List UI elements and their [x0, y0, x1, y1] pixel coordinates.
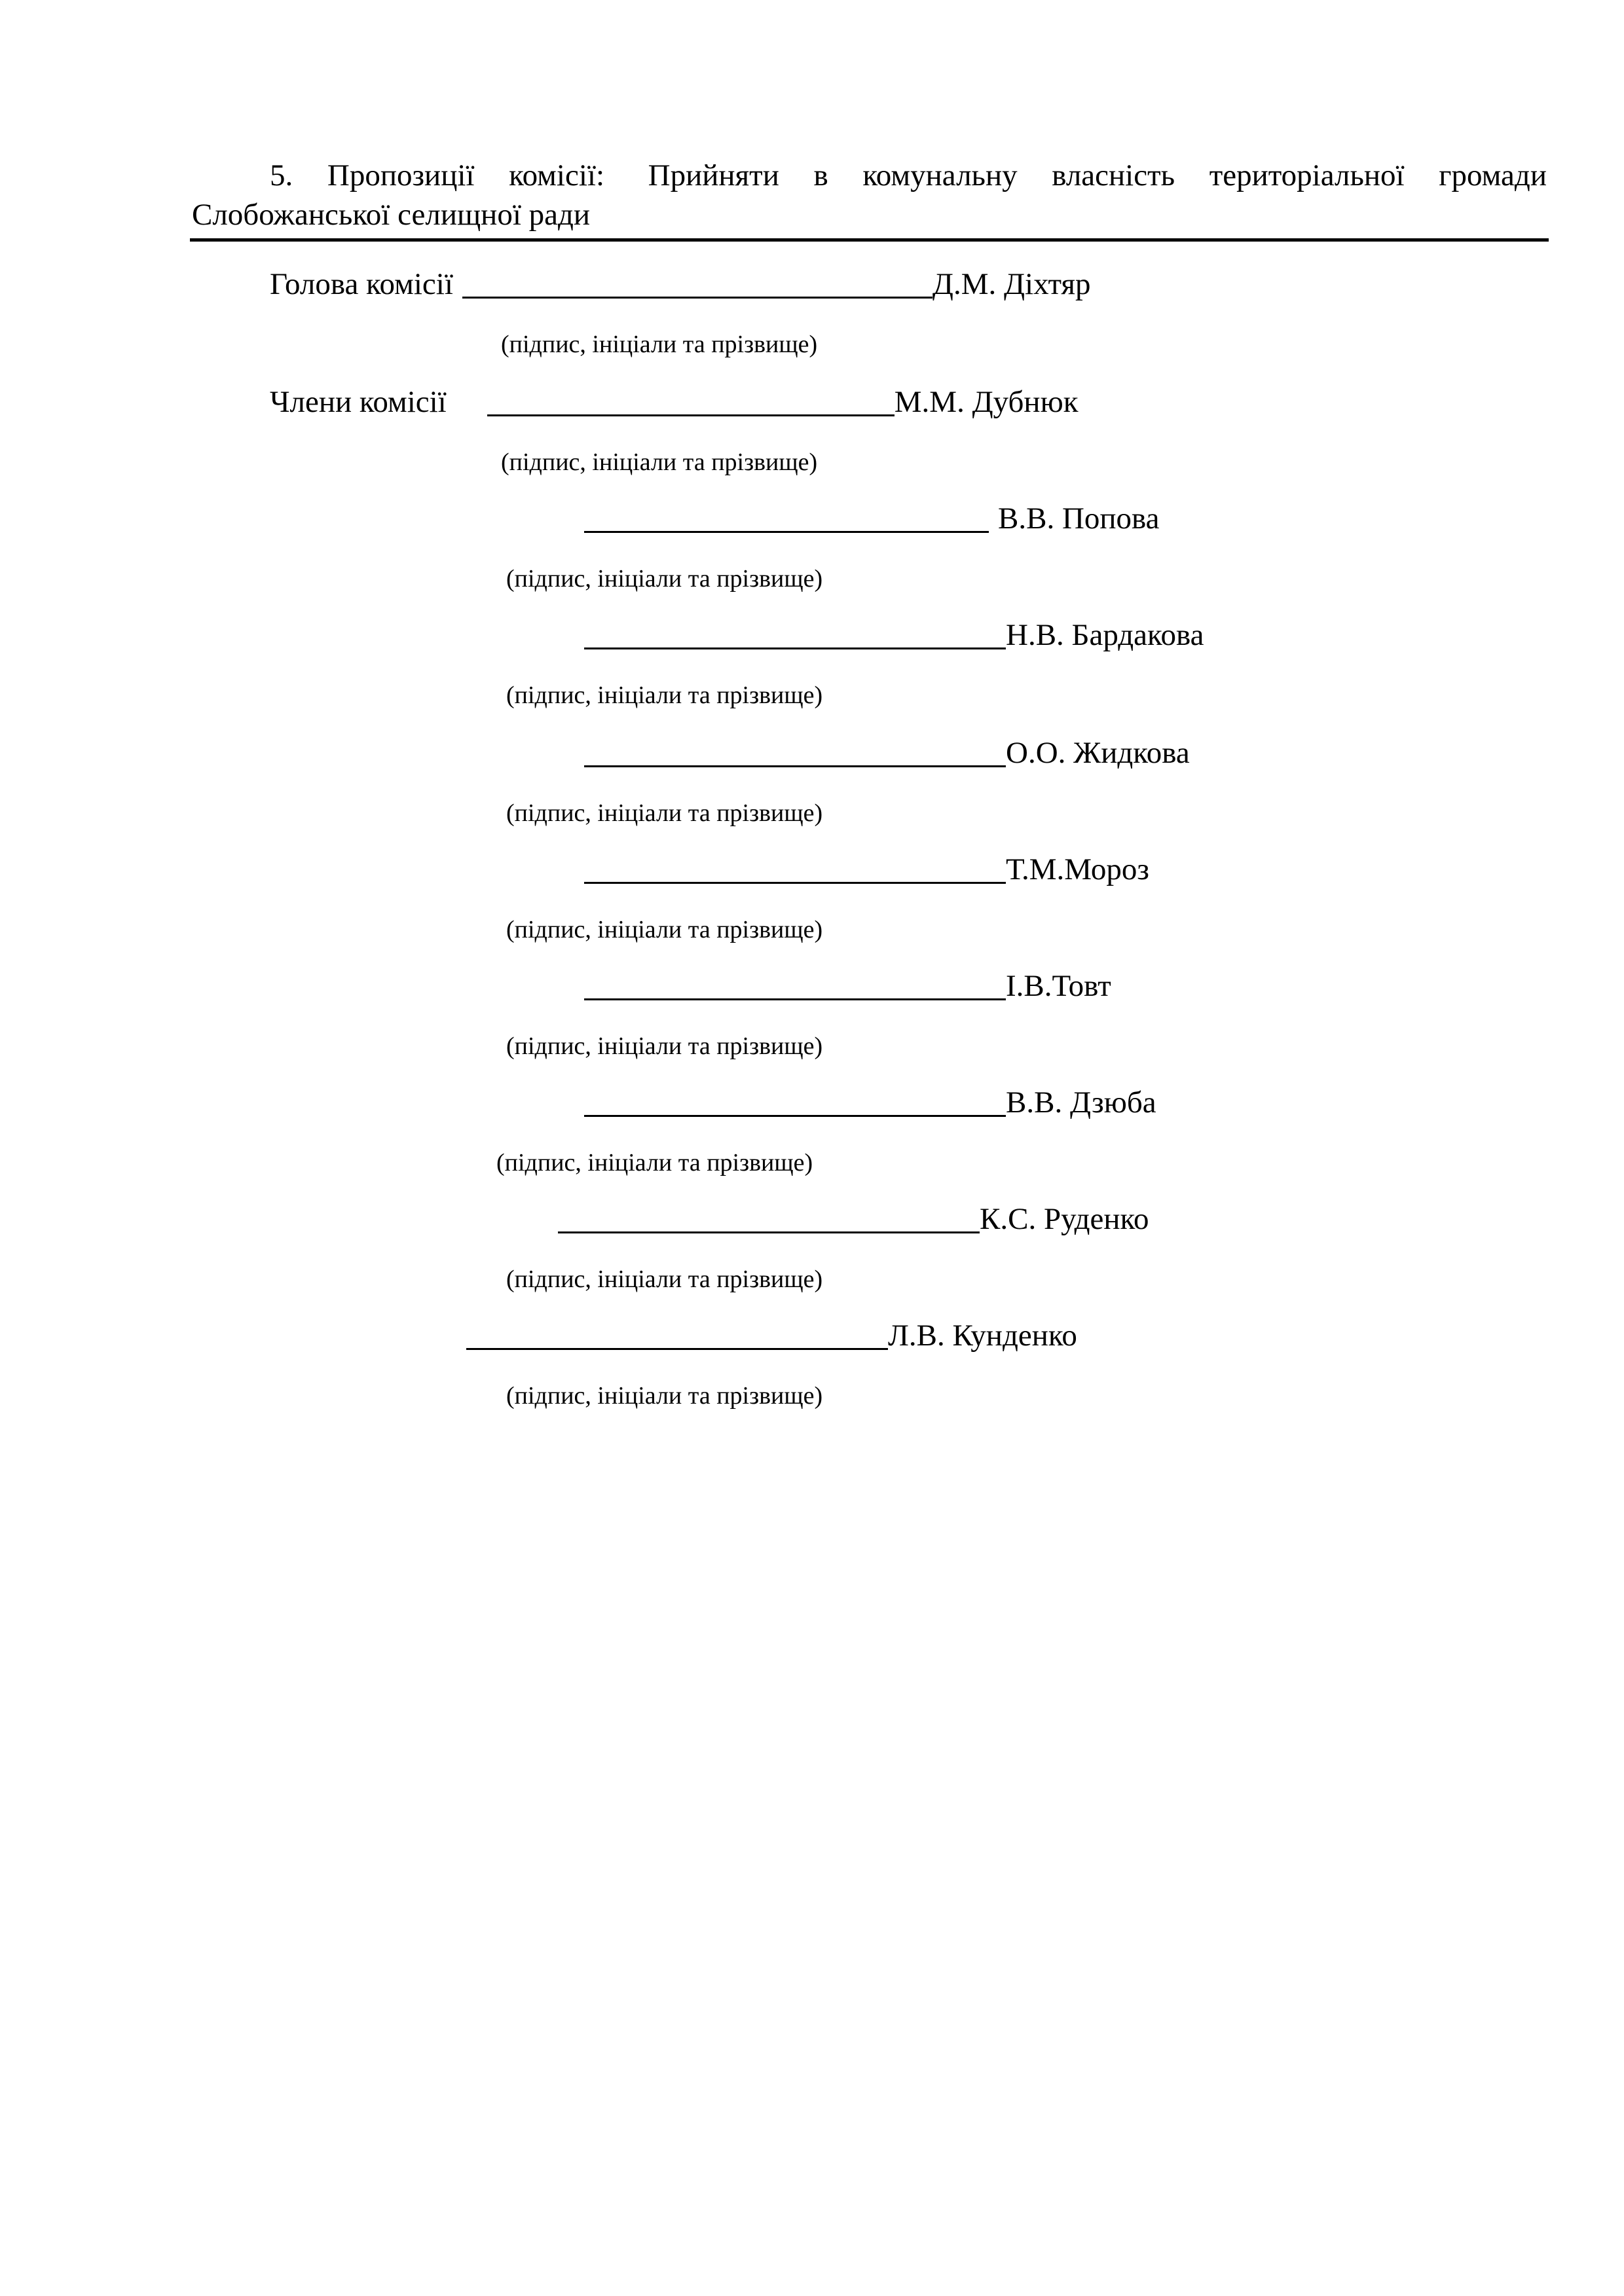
signature-caption: (підпис, ініціали та прізвище): [506, 1266, 823, 1293]
signature-caption: (підпис, ініціали та прізвище): [501, 331, 818, 358]
member-signature-row: [584, 499, 1159, 538]
member-name: О.О. Жидкова: [1006, 736, 1190, 770]
signature-caption: (підпис, ініціали та прізвище): [501, 448, 818, 476]
member-name: В.В. Дзюба: [1006, 1085, 1156, 1120]
member-signature-row: [584, 1083, 1156, 1122]
member-name: М.М. Дубнюк: [894, 385, 1079, 419]
member-name: В.В. Попова: [998, 501, 1160, 536]
proposal-word: комунальну: [862, 158, 1018, 192]
signature-caption: (підпис, ініціали та прізвище): [506, 682, 823, 709]
proposal-word: Прийняти: [648, 158, 779, 192]
proposal-line-2: Слобожанської селищної ради: [192, 198, 591, 232]
member-signature-row: [466, 1316, 1077, 1355]
signature-line: [584, 853, 1006, 884]
proposal-word: в: [813, 158, 828, 192]
signature-line: [487, 386, 895, 416]
member-name: І.В.Товт: [1006, 969, 1111, 1003]
signature-line: [466, 1319, 888, 1350]
member-signature-row: [584, 850, 1149, 889]
proposal-word: громади: [1439, 158, 1547, 192]
member-name: Т.М.Мороз: [1006, 852, 1149, 886]
signature-caption: (підпис, ініціали та прізвище): [506, 1032, 823, 1060]
chairman-label: Голова комісії: [270, 267, 453, 301]
proposal-word: 5.: [270, 158, 293, 192]
proposal-word: комісії:: [509, 158, 605, 192]
signature-line: [584, 970, 1006, 1000]
member-name: К.С. Руденко: [980, 1202, 1149, 1236]
signature-line: [584, 737, 1006, 767]
signature-caption: (підпис, ініціали та прізвище): [506, 1382, 823, 1410]
signature-caption: (підпис, ініціали та прізвище): [496, 1149, 813, 1176]
signature-caption: (підпис, ініціали та прізвище): [506, 565, 823, 592]
member-signature-row: [584, 733, 1190, 773]
proposal-word: власність: [1052, 158, 1175, 192]
proposal-word: територіальної: [1209, 158, 1405, 192]
proposal-line-1: [270, 156, 1547, 195]
chairman-name: Д.М. Діхтяр: [932, 267, 1091, 301]
signature-line: [584, 619, 1006, 649]
members-label: Члени комісії: [270, 385, 447, 419]
member-signature-row: [558, 1199, 1149, 1239]
member-name: Л.В. Кунденко: [888, 1319, 1077, 1353]
signature-caption: (підпис, ініціали та прізвище): [506, 916, 823, 943]
signature-line: [558, 1203, 980, 1233]
member-signature-row: [270, 382, 1079, 422]
signature-caption: (підпис, ініціали та прізвище): [506, 799, 823, 827]
member-name: Н.В. Бардакова: [1006, 618, 1204, 652]
member-signature-row: [584, 966, 1111, 1006]
separator-rule: [190, 238, 1549, 242]
proposal-word: Пропозиції: [327, 158, 475, 192]
member-signature-row: [584, 615, 1204, 655]
signature-line: [584, 1086, 1006, 1117]
chairman-signature-row: [270, 264, 1090, 304]
signature-line: [462, 268, 932, 299]
signature-line: [584, 502, 989, 533]
